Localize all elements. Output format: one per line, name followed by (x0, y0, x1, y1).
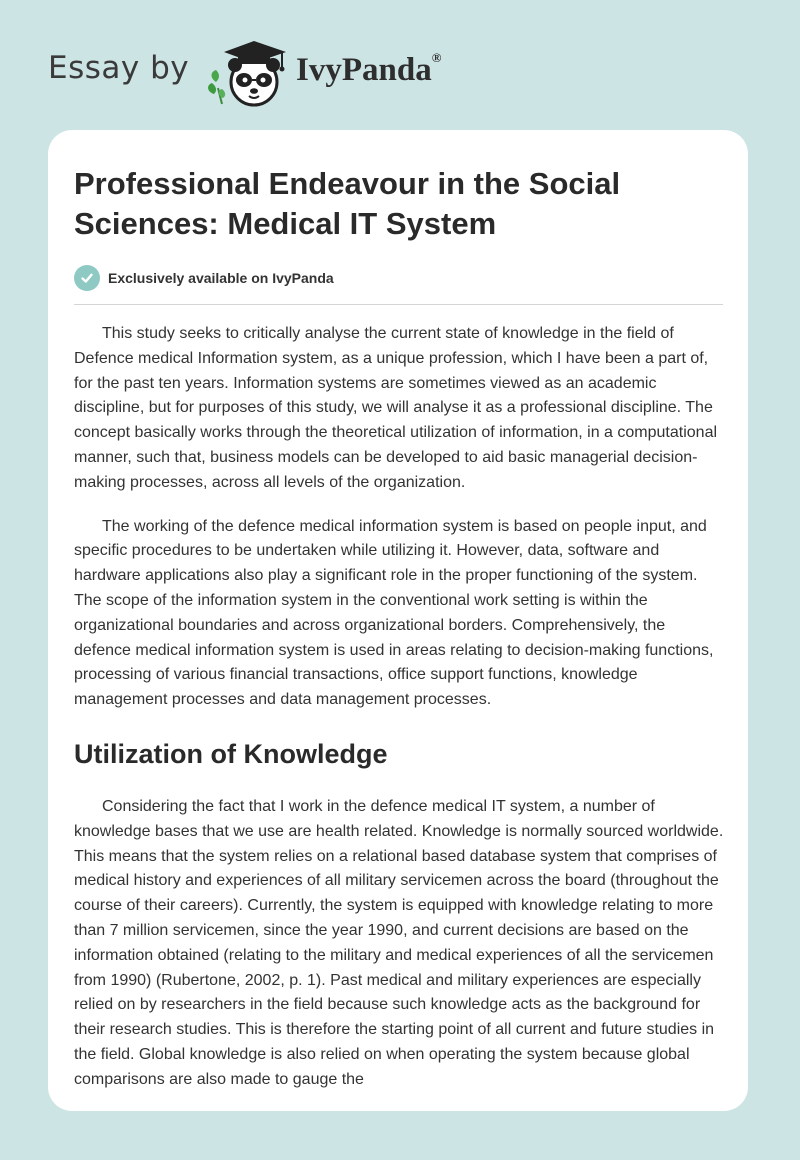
checkmark-icon (74, 265, 100, 291)
divider (74, 304, 723, 305)
site-header (48, 38, 508, 108)
brand-name[interactable] (296, 52, 441, 89)
paragraph-3: Considering the fact that I work in the defence medical IT system, a number of knowledge bases that we use are health related. Knowledge is normally sourced worldwide. This means that the system relies on a relational based database system that comprises of medical history and experiences of all military servicemen across the board (throughout the course of their careers). Currently, the system is equipped with knowledge relating to more than 7 million servicemen, since the year 1990, and current decisions are based on the information obtained (relating to the military and medical experiences of all the servicemen from 1990) (Rubertone, 2002, p. 1). Past medical and military experiences are especially relied on by researchers in the field because such knowledge acts as the background for their research studies. This is therefore the starting point of all current and future studies in the field. Global knowledge is also relied on when operating the system because global comparisons are also made to gauge the (74, 797, 724, 1088)
badge-label: Exclusively available on IvyPanda (108, 270, 334, 286)
section-heading: Utilization of Knowledge (74, 738, 388, 769)
essay-content (74, 164, 724, 1093)
registered-mark: ® (431, 50, 442, 65)
paragraph-1: This study seeks to critically analyse the current state of knowledge in the field of Defence medical Information system, as a unique profession, which I have been a part of, for the past ten years. Information systems are sometimes viewed as an academic discipline, but for purposes of this study, we will analyse it as a professional discipline. The concept basically works through the theoretical utilization of information, in a computational manner, such that, business models can be developed to aid basic managerial decision-making processes, across all levels of the organization. (74, 325, 718, 491)
paragraph-2: The working of the defence medical information system is based on people input, and specific procedures to be undertaken while utilizing it. However, data, software and hardware applications also play a significant role in the proper functioning of the system. The scope of the information system in the conventional work setting is within the organizational boundaries and across organizational borders. Comprehensively, the defence medical information system is used in areas relating to decision-making functions, processing of various financial transactions, office support functions, knowledge management processes and data management processes. (74, 517, 714, 709)
ivypanda-logo-icon[interactable] (202, 38, 292, 108)
brand-text: IvyPanda (296, 52, 432, 88)
page-title: Professional Endeavour in the Social Sciences: Medical IT System (74, 166, 621, 241)
essay-by-label: Essay by (48, 50, 190, 86)
exclusive-badge (74, 264, 724, 292)
essay-card (48, 130, 748, 1111)
